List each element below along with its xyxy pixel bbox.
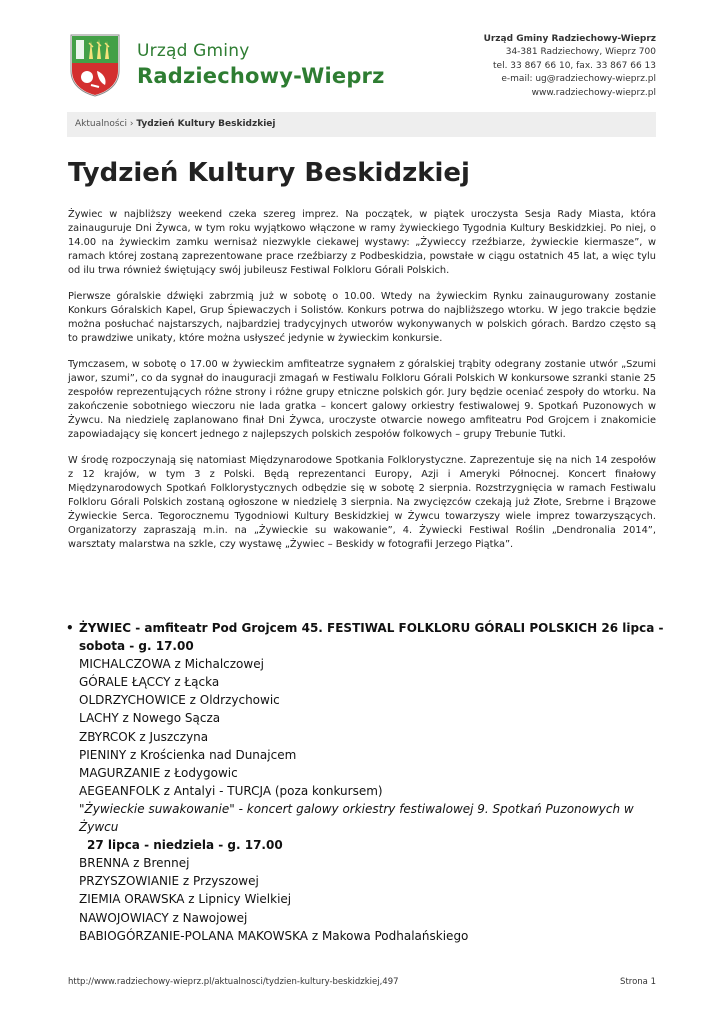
day2-group-list [66, 854, 666, 944]
list-item: MICHALCZOWA z Michalczowej [79, 657, 264, 672]
list-item: GÓRALE ŁĄCCY z Łącka [79, 675, 220, 690]
contact-block [484, 33, 656, 100]
bullet-icon: • [66, 621, 74, 635]
contact-address: 34-381 Radziechowy, Wieprz 700 [505, 47, 656, 58]
coat-of-arms-icon [67, 33, 123, 97]
concert-title: "Żywieckie suwakowanie" [79, 801, 235, 816]
breadcrumb-separator: › [129, 119, 134, 129]
contact-phone: tel. 33 867 66 10, fax. 33 867 66 13 [493, 60, 656, 71]
list-item: BRENNA z Brennej [79, 856, 190, 871]
concert-line [79, 800, 666, 836]
program-headline-row [66, 619, 666, 655]
contact-org-name: Urząd Gminy Radziechowy-Wieprz [483, 34, 656, 44]
list-item: AEGEANFOLK z Antalyi - TURCJA (poza konkursem) [79, 783, 383, 798]
list-item: BABIOGÓRZANIE-POLANA MAKOWSKA z Makowa Podhalańskiego [79, 928, 469, 943]
list-item: MAGURZANIE z Łodygowic [79, 765, 238, 780]
list-item: LACHY z Nowego Sącza [79, 711, 221, 726]
article-body [68, 208, 656, 564]
list-item: PIENINY z Krościenka nad Dunajcem [79, 747, 297, 762]
program-headline: ŻYWIEC - amfiteatr Pod Grojcem 45. FESTIWAL FOLKLORU GÓRALI POLSKICH 26 lipca - sobota - g. 17.00 [79, 621, 664, 654]
article-paragraph: Żywiec w najbliższy weekend czeka szereg imprez. Na początek, w piątek uroczysta Sesja Rady Miasta, która zainauguruje Dni Żywca, w tym roku wyjątkowo włączone w ramy żywieckiego Tygodnia Kultury Beskidzkiej. Po niej, o 14.00 na żywieckim zamku wernisaż niezwykle ciekawej wystawy: „Żywieccy rzeźbiarze, żywieckie kiermasze”, w ramach której zostaną zaprezentowane prace rzeźbiarzy z Podbeskidzia, powstałe w ciągu ostatnich 45 lat, a więc tylu od ilu trwa również świętujący swój jubileusz Festiwal Folkloru Górali Polskich. [68, 209, 656, 276]
municipality-logo[interactable] [67, 33, 385, 97]
list-item: NAWOJOWIACY z Nawojowej [79, 910, 248, 925]
article-paragraph: W środę rozpoczynają się natomiast Międzynarodowe Spotkania Folklorystyczne. Zaprezentuje się na nich 14 zespołów z 12 krajów, w tym 3 z Polski. Będą reprezentanci Europy, Azji i Ameryki Północnej. Koncert finałowy Międzynarodowych Spotkań Folklorystycznych odbędzie się w sobotę 2 sierpnia. Rozstrzygnięcia w ramach Festiwalu Folkloru Górali Polskich zostaną ogłoszone w niedzielę 3 sierpnia. Na zwycięzców czekają już Złote, Srebrne i Brązowe Żywieckie Serca. Tegorocznemu Tygodniowi Kultury Beskidzkiej w Żywcu towarzyszy wiele imprez towarzyszących. Organizatorzy zapraszają m.in. na „Żywieckie su wakowanie”, 4. Żywiecki Festiwal Roślin „Dendronalia 2014”, warsztaty malarstwa na szkle, czy wystawę „Żywiec – Beskidy w fotografii Jerzego Piątka”. [68, 455, 656, 550]
list-item: OLDRZYCHOWICE z Oldrzychowic [79, 693, 280, 708]
footer-url[interactable]: http://www.radziechowy-wieprz.pl/aktualnosci/tydzien-kultury-beskidzkiej,497 [68, 977, 399, 987]
list-item: ZBYRCOK z Juszczyna [79, 729, 209, 744]
list-item: PRZYSZOWIANIE z Przyszowej [79, 874, 259, 889]
page-header [0, 0, 725, 110]
logo-line-1: Urząd Gminy [137, 40, 250, 61]
article-paragraph: Tymczasem, w sobotę o 17.00 w żywieckim amfiteatrze sygnałem z góralskiej trąbity odegrany zostanie utwór „Szumi jawor, szumi”, co da sygnał do inauguracji zmagań w Festiwalu Folkloru Górali Polskich W konkursowe szranki stanie 25 zespołów reprezentujących różne strony i różne grupy etniczne polskich gór. Jury będzie oceniać zespoły do wtorku. Na zakończenie sobotniego wieczoru nie lada gratka – koncert galowy orkiestry festiwalowej 9. Spotkań Puzonowych w Żywcu. Na niedzielę zaplanowano finał Dni Żywca, uroczyste otwarcie nowego amfiteatru Pod Grojcem i znakomicie zapowiadający się koncert jednego z najlepszych polskich zespołów folkowych – grupy Trebunie Tutki. [68, 359, 656, 440]
contact-email[interactable]: e-mail: ug@radziechowy-wieprz.pl [501, 74, 656, 85]
breadcrumb-current: Tydzień Kultury Beskidzkiej [136, 119, 276, 129]
page-title: Tydzień Kultury Beskidzkiej [68, 158, 470, 188]
logo-line-2: Radziechowy-Wieprz [137, 63, 385, 88]
concert-description: - koncert galowy orkiestry festiwalowej 9. Spotkań Puzonowych w Żywcu [79, 801, 634, 835]
page-footer [68, 977, 656, 987]
contact-website[interactable]: www.radziechowy-wieprz.pl [531, 87, 656, 98]
festival-program [66, 619, 666, 945]
footer-page-number: Strona 1 [620, 977, 656, 987]
breadcrumb [67, 112, 656, 137]
breadcrumb-parent-link[interactable]: Aktualności [75, 119, 127, 129]
day2-heading: 27 lipca - niedziela - g. 17.00 [87, 838, 283, 853]
day1-group-list [66, 655, 666, 836]
article-paragraph: Pierwsze góralskie dźwięki zabrzmią już w sobotę o 10.00. Wtedy na żywieckim Rynku zainaugurowany zostanie Konkurs Góralskich Kapel, Grup Śpiewaczych i Solistów. Konkurs potrwa do najbliższego wtorku. W jego trakcie będzie można posłuchać najstarszych, najbardziej tradycyjnych utworów wykonywanych w polskich górach. Bardzo często są to prawdziwe unikaty, które można usłyszeć jedynie w żywieckim konkursie. [68, 291, 656, 344]
list-item: ZIEMIA ORAWSKA z Lipnicy Wielkiej [79, 892, 292, 907]
